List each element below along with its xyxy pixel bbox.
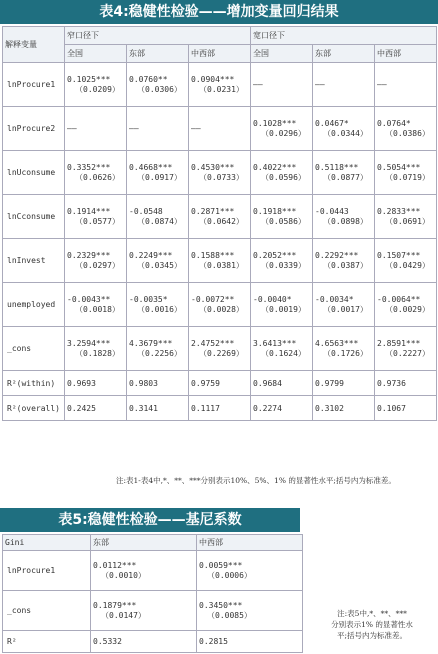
standard-error: （0.0719） (385, 172, 430, 182)
table4-cell (375, 151, 437, 195)
table4-col-header (127, 45, 189, 63)
table5-cell (91, 631, 197, 653)
row-label-text: R² (7, 637, 17, 646)
table4-header-row-group (3, 27, 437, 45)
coefficient: 0.9759 (191, 378, 220, 388)
row-label-text: lnProcure1 (7, 566, 56, 575)
row-label (3, 239, 65, 283)
standard-error: （0.0018） (75, 304, 120, 314)
coefficient: —— (377, 80, 387, 89)
var-label-text: Gini (5, 538, 25, 547)
table4-cell (251, 151, 313, 195)
standard-error: （0.0029） (385, 304, 430, 314)
standard-error: （0.0028） (199, 304, 244, 314)
table4-cell (375, 396, 437, 421)
table4-cell (313, 327, 375, 371)
table4-cell (251, 107, 313, 151)
table4-cell (189, 396, 251, 421)
col-label: 中西部 (191, 49, 215, 58)
coefficient: 0.1507*** (377, 250, 421, 260)
table4-cell (313, 283, 375, 327)
table4-cell (375, 107, 437, 151)
table4-cell (189, 151, 251, 195)
coefficient: —— (315, 80, 325, 89)
table4-cell (127, 239, 189, 283)
table4-cell (65, 371, 127, 396)
coefficient: 2.8591*** (377, 338, 421, 348)
coefficient: 0.2815 (199, 637, 228, 646)
table4-row (3, 107, 437, 151)
table4-cell (375, 283, 437, 327)
standard-error: （0.0917） (137, 172, 182, 182)
coefficient: 2.4752*** (191, 338, 235, 348)
row-label-text: lnProcure1 (7, 80, 56, 89)
table4-cell (313, 107, 375, 151)
standard-error: （0.0691） (385, 216, 430, 226)
coefficient: 0.3352*** (67, 162, 111, 172)
table5-cell (197, 551, 303, 591)
coefficient: 0.9799 (315, 378, 344, 388)
table4-cell (65, 107, 127, 151)
coefficient: 0.9684 (253, 378, 282, 388)
coefficient: 0.3102 (315, 403, 344, 413)
row-label-text: R²(overall) (7, 403, 60, 413)
coefficient: 0.5054*** (377, 162, 421, 172)
coefficient: 0.5118*** (315, 162, 359, 172)
table4-group-narrow (65, 27, 251, 45)
table4-cell (189, 63, 251, 107)
table4-col-header (313, 45, 375, 63)
coefficient: 0.0467* (315, 118, 349, 128)
table5-note-line: 平;括号内为标准差。 (336, 631, 408, 640)
row-label (3, 283, 65, 327)
table4-cell (189, 107, 251, 151)
coefficient: -0.0040* (253, 294, 292, 304)
table4-cell (251, 63, 313, 107)
table4-cell (65, 396, 127, 421)
coefficient: -0.0064** (377, 294, 421, 304)
coefficient: —— (253, 80, 263, 89)
standard-error: （0.0386） (385, 128, 430, 138)
table5-cell (197, 591, 303, 631)
row-label-text: R²(within) (7, 378, 56, 388)
coefficient: 0.1117 (191, 403, 220, 413)
coefficient: 0.1879*** (93, 600, 137, 610)
row-label (3, 327, 65, 371)
coefficient: 0.2833*** (377, 206, 421, 216)
table4-note: 注:表1-表4中,*、**、***分别表示10%、5%、1% 的显著性水平;括号内为标准差。 (116, 476, 396, 485)
table4-cell (313, 195, 375, 239)
coefficient: 0.1918*** (253, 206, 297, 216)
standard-error: （0.0085） (207, 610, 252, 620)
table4-cell (65, 283, 127, 327)
table5-row (3, 591, 303, 631)
table4-cell (65, 327, 127, 371)
row-label-text: lnInvest (7, 256, 46, 265)
coefficient: —— (129, 124, 139, 133)
coefficient: 0.9736 (377, 378, 406, 388)
col-label: 东部 (315, 49, 332, 58)
table5-note-line: 分别表示1% 的显著性水 (331, 620, 413, 629)
coefficient: 0.1067 (377, 403, 406, 413)
row-label-text: _cons (7, 344, 32, 353)
standard-error: （0.0016） (137, 304, 182, 314)
coefficient: 0.1025*** (67, 74, 111, 84)
standard-error: （0.0586） (261, 216, 306, 226)
regression-table-4 (2, 26, 437, 421)
standard-error: （0.1726） (323, 348, 368, 358)
coefficient: 0.1588*** (191, 250, 235, 260)
col-label: 中西部 (377, 49, 402, 58)
table4-row (3, 63, 437, 107)
coefficient: -0.0035* (129, 294, 168, 304)
table4-cell (375, 327, 437, 371)
coefficient: 0.2329*** (67, 250, 111, 260)
table4-cell (251, 396, 313, 421)
table4-cell (251, 371, 313, 396)
coefficient: —— (191, 124, 201, 133)
standard-error: （0.0874） (137, 216, 182, 226)
coefficient: 4.3679*** (129, 338, 173, 348)
table5-header-row (3, 535, 303, 551)
row-label-text: lnCconsume (7, 212, 56, 221)
table4-cell (313, 371, 375, 396)
table4-cell (127, 371, 189, 396)
table4-row (3, 239, 437, 283)
table4-group-wide (251, 27, 437, 45)
coefficient: 0.2052*** (253, 250, 297, 260)
coefficient: -0.0072** (191, 294, 235, 304)
table4-cell (65, 151, 127, 195)
coefficient: 4.6563*** (315, 338, 359, 348)
coefficient: 0.0904*** (191, 74, 235, 84)
table4-cell (189, 195, 251, 239)
coefficient: -0.0548 (129, 206, 163, 216)
table4-col-header (251, 45, 313, 63)
coefficient: 3.6413*** (253, 338, 297, 348)
standard-error: （0.0010） (101, 570, 146, 580)
coefficient: 0.0760** (129, 74, 168, 84)
standard-error: （0.0345） (137, 260, 182, 270)
group-label: 窄口径下 (67, 31, 99, 40)
row-label (3, 631, 91, 653)
coefficient: 0.5332 (93, 637, 122, 646)
coefficient: 0.4668*** (129, 162, 173, 172)
table5-col-header (197, 535, 303, 551)
standard-error: （0.0898） (323, 216, 368, 226)
table4-cell (251, 239, 313, 283)
group-label: 宽口径下 (253, 31, 286, 40)
table4-row (3, 396, 437, 421)
table5-cell (197, 631, 303, 653)
coefficient: 0.3450*** (199, 600, 243, 610)
table5-note (308, 608, 436, 641)
table5-row (3, 551, 303, 591)
coefficient: -0.0034* (315, 294, 354, 304)
table4-header-row-region (3, 45, 437, 63)
standard-error: （0.0642） (199, 216, 244, 226)
coefficient: -0.0043** (67, 294, 111, 304)
table4-cell (127, 151, 189, 195)
table4-cell (375, 239, 437, 283)
row-label (3, 195, 65, 239)
row-label-text: lnUconsume (7, 168, 56, 177)
table4-var-header (3, 27, 65, 63)
standard-error: （0.0381） (199, 260, 244, 270)
standard-error: （0.0297） (75, 260, 120, 270)
table4-cell (189, 371, 251, 396)
table4-cell (189, 239, 251, 283)
table4-row (3, 327, 437, 371)
table4-cell (375, 371, 437, 396)
table4-cell (189, 327, 251, 371)
table4-cell (375, 195, 437, 239)
coefficient: 0.3141 (129, 403, 158, 413)
standard-error: （0.0429） (385, 260, 430, 270)
table4-cell (127, 396, 189, 421)
table4-cell (313, 151, 375, 195)
standard-error: （0.0209） (75, 84, 120, 94)
table4-cell (313, 396, 375, 421)
coefficient: 3.2594*** (67, 338, 111, 348)
table4-cell (127, 327, 189, 371)
standard-error: （0.0877） (323, 172, 368, 182)
standard-error: （0.0626） (75, 172, 120, 182)
standard-error: （0.0577） (75, 216, 120, 226)
table4-cell (251, 283, 313, 327)
standard-error: （0.1624） (261, 348, 306, 358)
coefficient: 0.2274 (253, 403, 282, 413)
table4-cell (313, 63, 375, 107)
row-label (3, 151, 65, 195)
col-label: 中西部 (199, 538, 223, 547)
standard-error: （0.2256） (137, 348, 182, 358)
table5-col-header (91, 535, 197, 551)
coefficient: -0.0443 (315, 206, 349, 216)
row-label-text: _cons (7, 606, 32, 615)
coefficient: 0.4022*** (253, 162, 297, 172)
regression-table-5 (2, 534, 303, 653)
table4-cell (127, 63, 189, 107)
standard-error: （0.1828） (75, 348, 120, 358)
row-label-text: unemployed (7, 300, 56, 309)
table4-cell (313, 239, 375, 283)
standard-error: （0.0296） (261, 128, 306, 138)
row-label (3, 591, 91, 631)
table4-cell (189, 283, 251, 327)
table4-cell (65, 195, 127, 239)
table4-cell (251, 327, 313, 371)
table4-cell (127, 107, 189, 151)
standard-error: （0.0344） (323, 128, 368, 138)
standard-error: （0.0306） (137, 84, 182, 94)
standard-error: （0.0339） (261, 260, 306, 270)
coefficient: 0.2249*** (129, 250, 173, 260)
coefficient: 0.0112*** (93, 560, 137, 570)
table5-cell (91, 591, 197, 631)
table4-cell (251, 195, 313, 239)
table4-col-header (189, 45, 251, 63)
standard-error: （0.0006） (207, 570, 252, 580)
standard-error: （0.0596） (261, 172, 306, 182)
row-label (3, 551, 91, 591)
table5-note-line: 注:表5中,*、**、*** (337, 609, 407, 618)
table4-cell (65, 63, 127, 107)
coefficient: 0.0059*** (199, 560, 243, 570)
coefficient: 0.0764* (377, 118, 411, 128)
table4-row (3, 195, 437, 239)
table5-row (3, 631, 303, 653)
table4-row (3, 283, 437, 327)
row-label (3, 63, 65, 107)
standard-error: （0.2269） (199, 348, 244, 358)
table4-row (3, 371, 437, 396)
table4-row (3, 151, 437, 195)
table4-col-header (65, 45, 127, 63)
col-label: 全国 (67, 49, 83, 58)
standard-error: （0.2227） (385, 348, 430, 358)
coefficient: 0.9803 (129, 378, 158, 388)
coefficient: 0.2425 (67, 403, 96, 413)
standard-error: （0.0231） (199, 84, 244, 94)
row-label (3, 107, 65, 151)
table5-cell (91, 551, 197, 591)
standard-error: （0.0387） (323, 260, 368, 270)
row-label (3, 371, 65, 396)
table4-title: 表4:稳健性检验——增加变量回归结果 (0, 0, 438, 24)
coefficient: 0.9693 (67, 378, 96, 388)
coefficient: 0.1028*** (253, 118, 297, 128)
coefficient: 0.2292*** (315, 250, 359, 260)
coefficient: —— (67, 124, 77, 133)
table4-cell (127, 195, 189, 239)
var-label-text: 解释变量 (5, 40, 37, 49)
standard-error: （0.0019） (261, 304, 306, 314)
standard-error: （0.0147） (101, 610, 146, 620)
coefficient: 0.4530*** (191, 162, 235, 172)
col-label: 东部 (93, 538, 109, 547)
coefficient: 0.1914*** (67, 206, 111, 216)
standard-error: （0.0733） (199, 172, 244, 182)
table4-cell (127, 283, 189, 327)
col-label: 全国 (253, 49, 270, 58)
table4-cell (375, 63, 437, 107)
col-label: 东部 (129, 49, 145, 58)
row-label-text: lnProcure2 (7, 124, 56, 133)
coefficient: 0.2871*** (191, 206, 235, 216)
table5-title: 表5:稳健性检验——基尼系数 (0, 508, 300, 532)
table5-var-header (3, 535, 91, 551)
standard-error: （0.0017） (323, 304, 368, 314)
table4-cell (65, 239, 127, 283)
row-label (3, 396, 65, 421)
table4-col-header (375, 45, 437, 63)
